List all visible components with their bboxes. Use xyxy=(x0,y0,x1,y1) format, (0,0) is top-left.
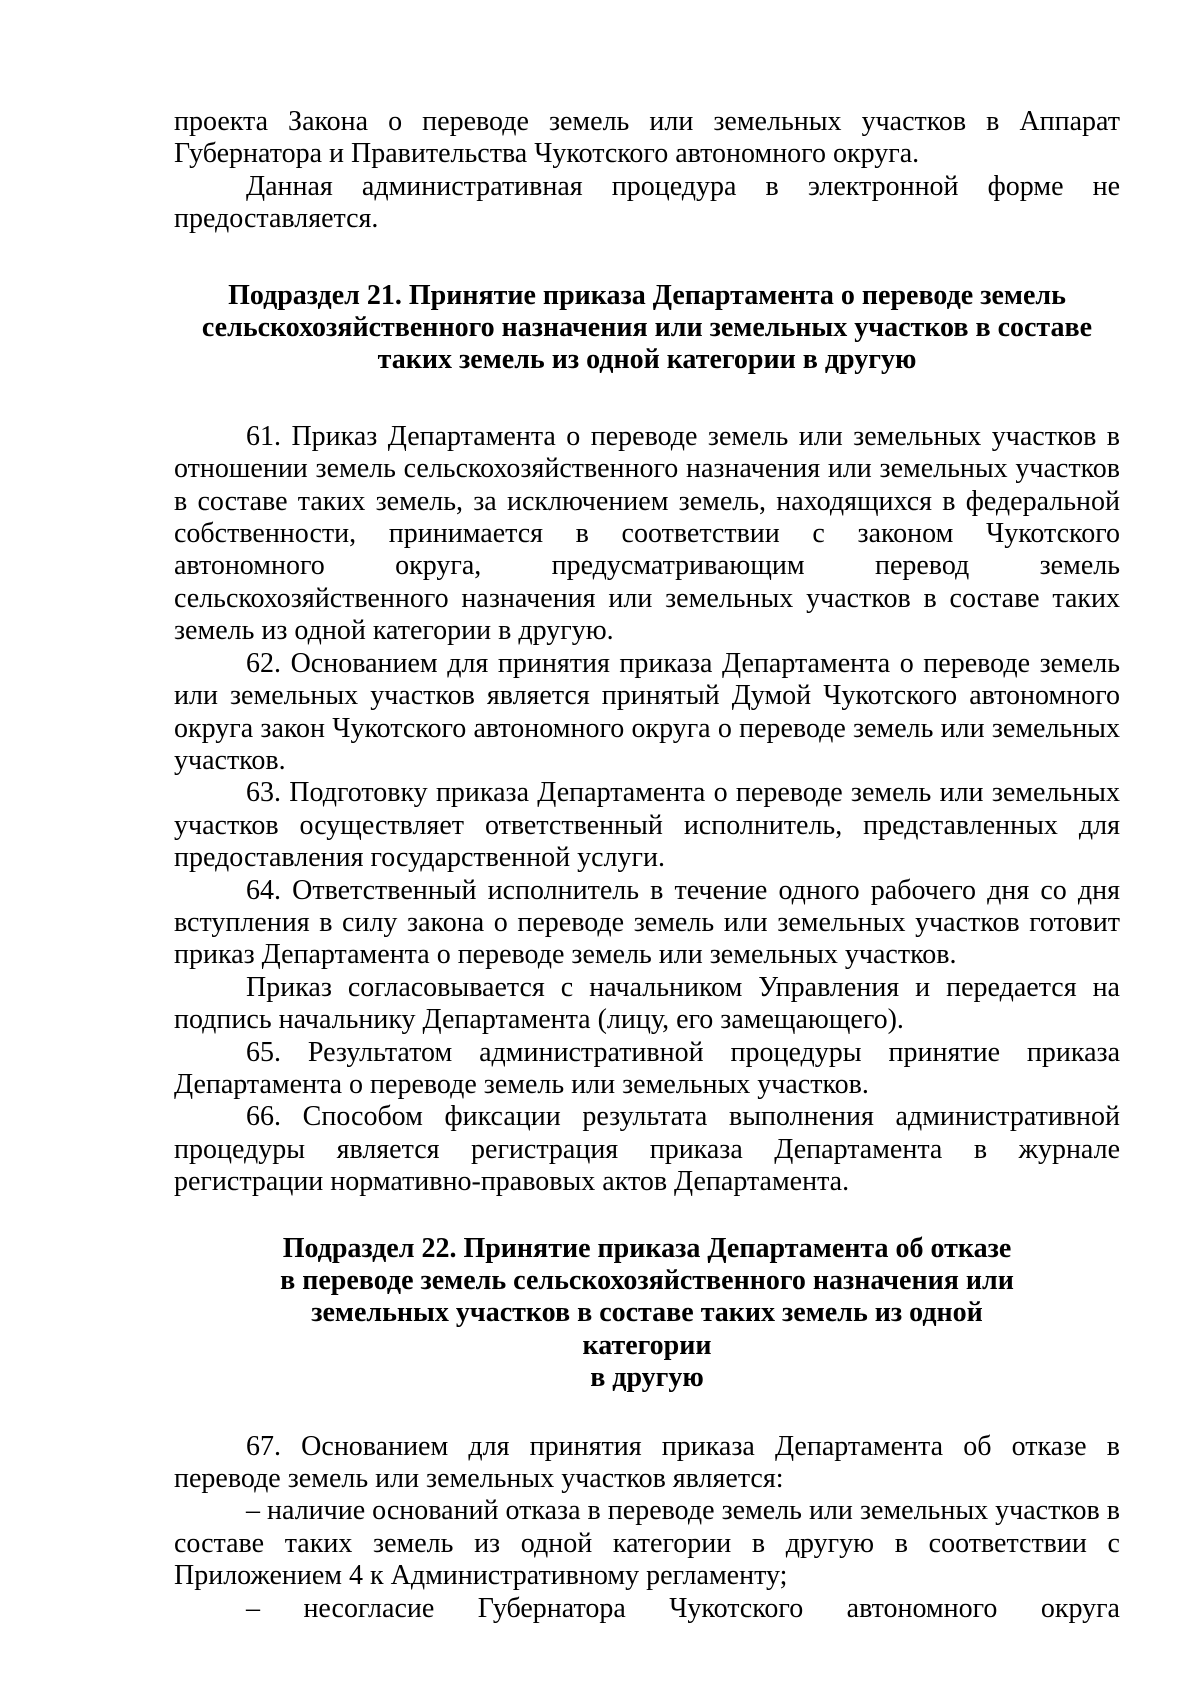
heading-line: сельскохозяйственного назначения или земельных участков в составе xyxy=(201,312,1093,344)
subsection-22-heading xyxy=(174,1233,1120,1395)
list-item-refusal-grounds: – наличие оснований отказа в переводе земель или земельных участков в составе таких земель из одной категории в другую в соответствии с Приложением 4 к Административному регламенту; xyxy=(174,1495,1120,1592)
heading-line: Подраздел 21. Принятие приказа Департамента о переводе земель xyxy=(228,279,1066,311)
paragraph-63: 63. Подготовку приказа Департамента о переводе земель или земельных участков осуществляет ответственный исполнитель, представленных для предоставления государственной услуги. xyxy=(174,777,1120,874)
paragraph-64: 64. Ответственный исполнитель в течение одного рабочего дня со дня вступления в силу закона о переводе земель или земельных участков готовит приказ Департамента о переводе земель или земельных участков. xyxy=(174,874,1120,971)
heading-line: Подраздел 22. Принятие приказа Департамента об отказе xyxy=(282,1232,1012,1264)
heading-line: в другую xyxy=(590,1362,704,1394)
heading-line: земельных участков в составе таких земель из одной категории xyxy=(311,1297,983,1361)
paragraph-electronic-form-note: Данная административная процедура в электронной форме не предоставляется. xyxy=(174,170,1120,235)
document-page xyxy=(174,106,1120,1625)
paragraph-intro-continuation: проекта Закона о переводе земель или земельных участков в Аппарат Губернатора и Правительства Чукотского автономного округа. xyxy=(174,106,1120,170)
paragraph-61: 61. Приказ Департамента о переводе земель или земельных участков в отношении земель сельскохозяйственного назначения или земельных участков в составе таких земель, за исключением земель, находящихся в федеральной собственности, принимается в соответствии с законом Чукотского автономного округа, предусматривающим перевод земель сельскохозяйственного назначения или земельных участков в составе таких земель из одной категории в другую. xyxy=(174,420,1120,647)
heading-line: в переводе земель сельскохозяйственного назначения или xyxy=(280,1265,1014,1296)
paragraph-64-approval: Приказ согласовывается с начальником Управления и передается на подпись начальнику Департамента (лицу, его замещающего). xyxy=(174,971,1120,1036)
list-item-governor-disagreement: – несогласие Губернатора Чукотского автономного округа xyxy=(246,1592,1120,1624)
heading-line: таких земель из одной категории в другую xyxy=(377,344,917,376)
paragraph-67: 67. Основанием для принятия приказа Департамента об отказе в переводе земель или земельных участков является: xyxy=(174,1430,1120,1495)
paragraph-65: 65. Результатом административной процедуры принятие приказа Департамента о переводе земель или земельных участков. xyxy=(174,1036,1120,1100)
paragraph-66: 66. Способом фиксации результата выполнения административной процедуры является регистрация приказа Департамента в журнале регистрации нормативно-правовых актов Департамента. xyxy=(174,1101,1120,1198)
paragraph-62: 62. Основанием для принятия приказа Департамента о переводе земель или земельных участков является принятый Думой Чукотского автономного округа закон Чукотского автономного округа о переводе земель или земельных участков. xyxy=(174,647,1120,776)
subsection-21-heading xyxy=(174,280,1120,377)
